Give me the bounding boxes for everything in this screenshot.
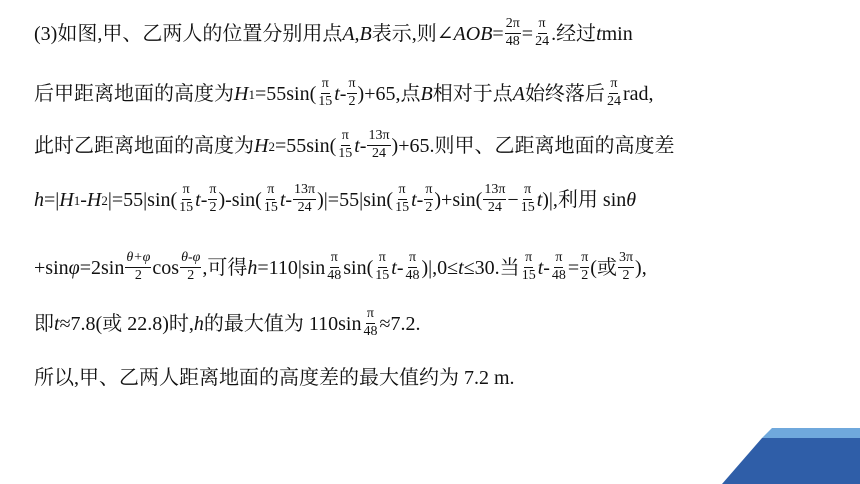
fraction-denominator: 2	[581, 267, 589, 283]
text-run: 相对于点	[432, 83, 513, 105]
text-run: =2sin	[79, 257, 125, 279]
fraction-denominator: 2	[187, 267, 195, 283]
fraction-numerator: π	[266, 183, 275, 199]
fraction-numerator: π	[398, 183, 407, 199]
fraction-numerator: 3π	[618, 251, 634, 267]
text-run: 即	[34, 313, 54, 335]
fraction-numerator: 2π	[505, 17, 521, 33]
text-run: =	[492, 23, 504, 45]
text-run: )+sin(	[434, 189, 483, 211]
text-run: -	[285, 189, 293, 211]
text-run: =55sin(	[274, 135, 337, 157]
text-run: ),	[635, 257, 647, 279]
math-variable: t	[391, 257, 397, 279]
text-run: ≤30.当	[463, 257, 520, 279]
fraction-denominator: 15	[520, 199, 535, 215]
text-run: −	[507, 189, 519, 211]
text-run: =	[521, 23, 534, 45]
text-run: )-sin(	[218, 189, 262, 211]
text-run: 此时乙距离地面的高度为	[34, 135, 254, 157]
text-run: 后甲距离地面的高度为	[34, 83, 234, 105]
math-variable: t	[334, 83, 340, 105]
fraction-numerator: θ+φ	[125, 251, 151, 267]
fraction-denominator: 15	[521, 267, 536, 283]
fraction-numerator: π	[424, 183, 433, 199]
text-run: =55sin(	[254, 83, 317, 105]
math-variable: t	[54, 313, 60, 335]
fraction-denominator: 2	[134, 267, 142, 283]
math-variable: A	[342, 23, 355, 45]
text-run: .经过	[551, 23, 597, 45]
text-run: -	[416, 189, 424, 211]
text-run: |=55|sin(	[107, 189, 178, 211]
fraction-numerator: π	[609, 77, 618, 93]
math-variable: B	[359, 23, 372, 45]
fraction-numerator: 13π	[293, 183, 316, 199]
text-run: min	[601, 23, 633, 45]
text-run: ,	[354, 23, 360, 45]
text-run: -	[339, 83, 347, 105]
subscript: 1	[248, 86, 255, 102]
text-run: 所以,甲、乙两人距离地面的高度差的最大值约为 7.2 m.	[34, 367, 515, 389]
fraction-denominator: 48	[551, 267, 566, 283]
text-run: sin(	[343, 257, 374, 279]
text-run: ≈7.8(或 22.8)时,	[59, 313, 194, 335]
text-run: )|,0≤	[421, 257, 459, 279]
fraction-denominator: 2	[209, 199, 217, 215]
math-variable: h	[247, 257, 258, 279]
fraction-denominator: 24	[535, 33, 550, 49]
math-variable: t	[537, 257, 544, 279]
fraction-numerator: π	[341, 129, 350, 145]
fraction-numerator: π	[208, 183, 217, 199]
text-run: -	[80, 189, 87, 211]
fraction-numerator: π	[378, 251, 387, 267]
corner-band-dark	[722, 438, 860, 484]
fraction-denominator: 15	[338, 145, 353, 161]
math-variable: t	[195, 189, 201, 211]
math-variable: t	[596, 23, 602, 45]
math-variable: H	[59, 189, 74, 211]
fraction-numerator: π	[321, 77, 330, 93]
text-run: (或	[590, 257, 617, 279]
math-variable: t	[411, 189, 417, 211]
fraction-denominator: 24	[372, 145, 386, 161]
text-run: -	[396, 257, 404, 279]
text-run: rad,	[622, 83, 654, 105]
fraction-numerator: π	[523, 183, 532, 199]
text-run: 始终落后	[524, 83, 605, 105]
fraction-denominator: 15	[395, 199, 410, 215]
fraction-numerator: π	[554, 251, 563, 267]
fraction-denominator: 15	[179, 199, 194, 215]
text-run: ≈7.2.	[379, 313, 421, 335]
fraction-denominator: 2	[425, 199, 433, 215]
text-run: )|=55|sin(	[317, 189, 394, 211]
corner-band-light	[762, 428, 860, 438]
fraction-denominator: 48	[327, 267, 342, 283]
fraction-denominator: 24	[606, 93, 621, 109]
fraction-numerator: 13π	[483, 183, 506, 199]
fraction-numerator: θ-φ	[180, 251, 201, 267]
text-run: cos	[152, 257, 180, 279]
fraction-denominator: 24	[297, 199, 312, 215]
fraction-denominator: 15	[375, 267, 390, 283]
text-run: 的最大值为 110sin	[203, 313, 362, 335]
text-run: )+65,点	[357, 83, 421, 105]
text-run: (3)如图,甲、乙两人的位置分别用点	[34, 23, 343, 45]
fraction-numerator: 13π	[367, 129, 390, 145]
subscript: 1	[73, 192, 81, 208]
math-variable: t	[536, 189, 543, 211]
fraction-denominator: 48	[363, 323, 378, 339]
math-variable: A	[512, 83, 525, 105]
fraction-numerator: π	[330, 251, 339, 267]
text-run: -	[543, 257, 550, 279]
math-variable: H	[254, 135, 269, 157]
text-run: =|	[44, 189, 60, 211]
math-variable: θ	[626, 189, 637, 211]
fraction-numerator: π	[408, 251, 417, 267]
fraction-denominator: 48	[405, 267, 420, 283]
subscript: 2	[101, 192, 108, 208]
fraction-numerator: π	[538, 17, 547, 33]
fraction-denominator: 2	[348, 93, 356, 109]
math-variable: H	[86, 189, 102, 211]
fraction-numerator: π	[182, 183, 191, 199]
text-run: =	[567, 257, 580, 279]
text-run: ,可得	[202, 257, 248, 279]
fraction-denominator: 2	[622, 267, 630, 283]
math-variable: H	[234, 83, 249, 105]
math-variable: t	[458, 257, 464, 279]
math-variable: AOB	[453, 23, 493, 45]
text-run: =110|sin	[257, 257, 326, 279]
fraction-denominator: 24	[487, 199, 502, 215]
fraction-numerator: π	[580, 251, 589, 267]
math-variable: t	[354, 135, 360, 157]
fraction-denominator: 48	[505, 33, 520, 49]
text-run: -	[200, 189, 208, 211]
text-run: 表示,则∠	[371, 23, 454, 45]
text-run: -	[359, 135, 367, 157]
text-run: )+65.则甲、乙距离地面的高度差	[391, 135, 675, 157]
math-variable: B	[420, 83, 433, 105]
fraction-numerator: π	[366, 307, 375, 323]
math-variable: h	[193, 313, 204, 335]
fraction-denominator: 15	[263, 199, 278, 215]
fraction-numerator: π	[347, 77, 356, 93]
fraction-numerator: π	[524, 251, 533, 267]
math-variable: t	[279, 189, 286, 211]
fraction-denominator: 15	[318, 93, 333, 109]
text-run: )|,利用 sin	[542, 189, 627, 211]
math-variable: φ	[68, 257, 80, 279]
math-variable: h	[34, 189, 44, 211]
text-run: +sin	[34, 257, 69, 279]
subscript: 2	[268, 138, 275, 154]
